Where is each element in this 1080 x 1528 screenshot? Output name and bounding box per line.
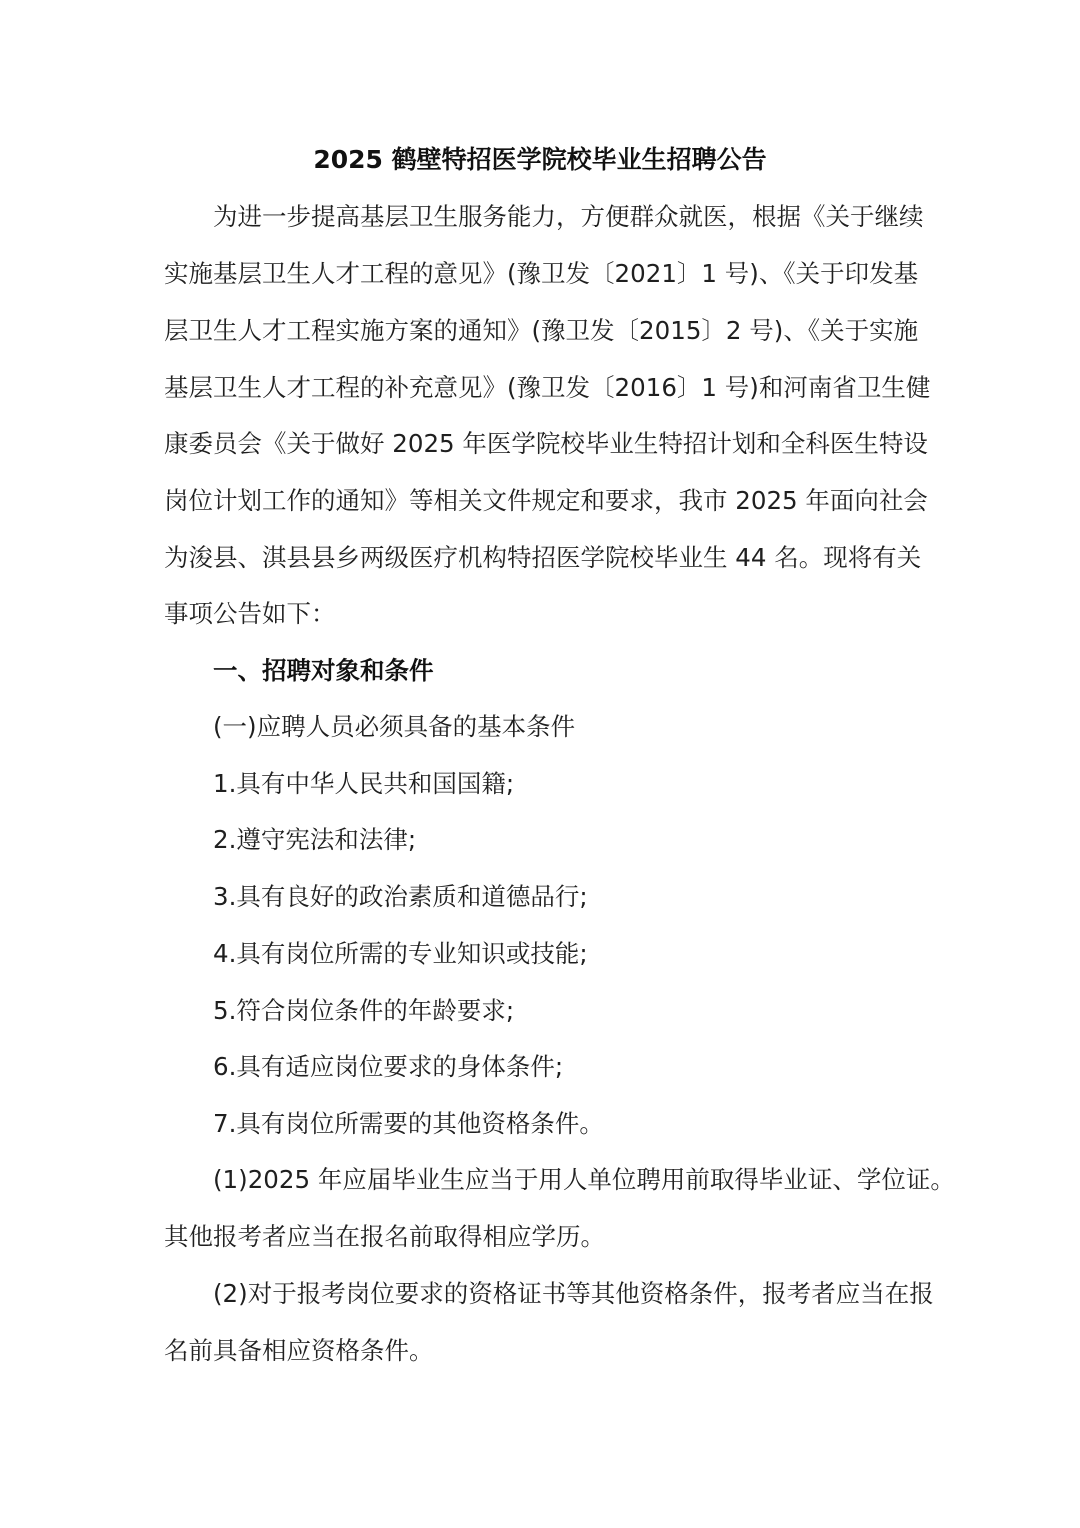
intro-line: 层卫生人才工程实施方案的通知》(豫卫发〔2015〕2 号)、《关于实施 [164, 316, 919, 345]
condition-item: 1.具有中华人民共和国国籍; [213, 769, 515, 798]
intro-line: 基层卫生人才工程的补充意见》(豫卫发〔2016〕1 号)和河南省卫生健 [164, 373, 931, 402]
intro-line: 为浚县、淇县县乡两级医疗机构特招医学院校毕业生 44 名。现将有关 [164, 543, 922, 572]
condition-item: 5.符合岗位条件的年龄要求; [213, 996, 515, 1025]
note-line: 其他报考者应当在报名前取得相应学历。 [164, 1222, 605, 1251]
document-title: 2025 鹤壁特招医学院校毕业生招聘公告 [313, 145, 767, 174]
note-line: (2)对于报考岗位要求的资格证书等其他资格条件，报考者应当在报 [213, 1279, 934, 1308]
subsection-heading: (一)应聘人员必须具备的基本条件 [213, 712, 576, 741]
intro-line: 实施基层卫生人才工程的意见》(豫卫发〔2021〕1 号)、《关于印发基 [164, 259, 919, 288]
condition-item: 6.具有适应岗位要求的身体条件; [213, 1052, 564, 1081]
note-line: 名前具备相应资格条件。 [164, 1336, 434, 1365]
section-heading: 一、招聘对象和条件 [213, 656, 434, 685]
intro-line: 为进一步提高基层卫生服务能力，方便群众就医，根据《关于继续 [213, 202, 924, 231]
condition-item: 2.遵守宪法和法律; [213, 825, 417, 854]
intro-line: 事项公告如下： [164, 599, 336, 628]
note-line: (1)2025 年应届毕业生应当于用人单位聘用前取得毕业证、学位证。 [213, 1165, 955, 1194]
condition-item: 7.具有岗位所需要的其他资格条件。 [213, 1109, 604, 1138]
condition-item: 4.具有岗位所需的专业知识或技能; [213, 939, 588, 968]
intro-line: 康委员会《关于做好 2025 年医学院校毕业生特招计划和全科医生特设 [164, 429, 928, 458]
condition-item: 3.具有良好的政治素质和道德品行; [213, 882, 588, 911]
intro-line: 岗位计划工作的通知》等相关文件规定和要求，我市 2025 年面向社会 [164, 486, 928, 515]
